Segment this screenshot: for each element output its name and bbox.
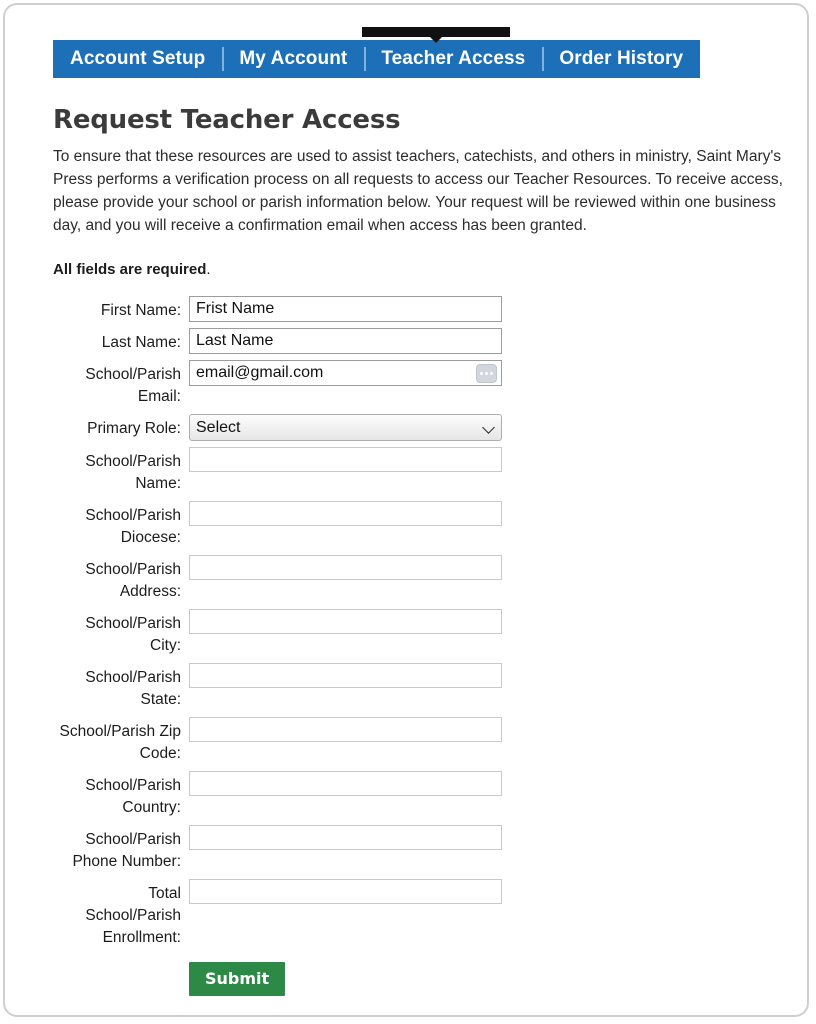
primary-role-select[interactable] bbox=[189, 414, 502, 441]
field-wrap-school-parish-zip-code bbox=[189, 717, 502, 742]
last-name-input[interactable] bbox=[189, 328, 502, 354]
form-row bbox=[53, 501, 787, 549]
form-row bbox=[53, 555, 787, 603]
label-school-parish-email: School/Parish Email: bbox=[85, 366, 181, 405]
page-title: Request Teacher Access bbox=[53, 105, 401, 135]
account-tab-navigation bbox=[53, 40, 700, 78]
field-wrap-primary-role bbox=[189, 414, 502, 441]
school-parish-zip-code-input[interactable] bbox=[189, 717, 502, 742]
school-parish-phone-number-input[interactable] bbox=[189, 825, 502, 850]
required-fields-note bbox=[53, 261, 787, 278]
field-wrap-school-parish-diocese bbox=[189, 501, 502, 526]
required-note-bold: All fields are required bbox=[53, 261, 207, 278]
field-wrap-school-parish-state bbox=[189, 663, 502, 688]
label-school-parish-state: School/Parish State: bbox=[85, 669, 181, 708]
field-wrap-first-name bbox=[189, 296, 502, 322]
first-name-input[interactable] bbox=[189, 296, 502, 322]
label-primary-role: Primary Role: bbox=[87, 420, 181, 437]
label-school-parish-address: School/Parish Address: bbox=[85, 561, 181, 600]
form-row bbox=[53, 414, 787, 441]
field-wrap-school-parish-city bbox=[189, 609, 502, 634]
field-wrap-school-parish-email bbox=[189, 360, 502, 386]
form-row bbox=[53, 360, 787, 408]
school-parish-email-input[interactable] bbox=[189, 360, 502, 386]
label-school-parish-diocese: School/Parish Diocese: bbox=[85, 507, 181, 546]
field-wrap-last-name bbox=[189, 328, 502, 354]
tab-teacher-access[interactable]: Teacher Access bbox=[364, 40, 542, 78]
field-wrap-total-school-parish-enrollment bbox=[189, 879, 502, 904]
teacher-access-form bbox=[53, 296, 787, 949]
form-row bbox=[53, 825, 787, 873]
required-note-tail: . bbox=[206, 261, 211, 278]
school-parish-city-input[interactable] bbox=[189, 609, 502, 634]
active-tab-marker bbox=[362, 27, 510, 37]
label-school-parish-country: School/Parish Country: bbox=[85, 777, 181, 816]
school-parish-state-input[interactable] bbox=[189, 663, 502, 688]
label-school-parish-zip-code: School/Parish Zip Code: bbox=[59, 723, 181, 762]
form-row bbox=[53, 609, 787, 657]
submit-spacer bbox=[53, 962, 189, 996]
tab-order-history[interactable]: Order History bbox=[542, 40, 700, 78]
label-last-name: Last Name: bbox=[101, 334, 181, 351]
field-wrap-school-parish-country bbox=[189, 771, 502, 796]
form-row bbox=[53, 328, 787, 354]
label-first-name: First Name: bbox=[100, 302, 181, 319]
intro-paragraph: To ensure that these resources are used to assist teachers, catechists, and others in ministry, Saint Mary's Press performs a verification process on all requests to access our Teacher Resources. To receive access, please provide your school or parish information below. Your request will be reviewed within one business day, and you will receive a confirmation email when access has been granted. bbox=[53, 148, 783, 234]
label-school-parish-name: School/Parish Name: bbox=[85, 453, 181, 492]
label-school-parish-city: School/Parish City: bbox=[85, 615, 181, 654]
form-row bbox=[53, 879, 787, 949]
form-row bbox=[53, 663, 787, 711]
field-wrap-school-parish-phone-number bbox=[189, 825, 502, 850]
label-total-school-parish-enrollment: Total School/Parish Enrollment: bbox=[85, 885, 181, 946]
field-wrap-school-parish-name bbox=[189, 447, 502, 472]
school-parish-address-input[interactable] bbox=[189, 555, 502, 580]
school-parish-country-input[interactable] bbox=[189, 771, 502, 796]
tab-account-setup[interactable]: Account Setup bbox=[70, 48, 206, 69]
form-row bbox=[53, 717, 787, 765]
form-row bbox=[53, 771, 787, 819]
field-wrap-school-parish-address bbox=[189, 555, 502, 580]
ellipsis-icon[interactable] bbox=[476, 364, 497, 383]
main-content bbox=[53, 105, 787, 996]
total-school-parish-enrollment-input[interactable] bbox=[189, 879, 502, 904]
school-parish-name-input[interactable] bbox=[189, 447, 502, 472]
submit-row bbox=[53, 962, 787, 996]
submit-button[interactable]: Submit bbox=[189, 962, 285, 996]
page-frame bbox=[3, 3, 809, 1017]
tab-list bbox=[53, 40, 700, 78]
tab-my-account[interactable]: My Account bbox=[222, 40, 364, 78]
form-row bbox=[53, 296, 787, 322]
school-parish-diocese-input[interactable] bbox=[189, 501, 502, 526]
label-school-parish-phone-number: School/Parish Phone Number: bbox=[72, 831, 181, 870]
form-row bbox=[53, 447, 787, 495]
